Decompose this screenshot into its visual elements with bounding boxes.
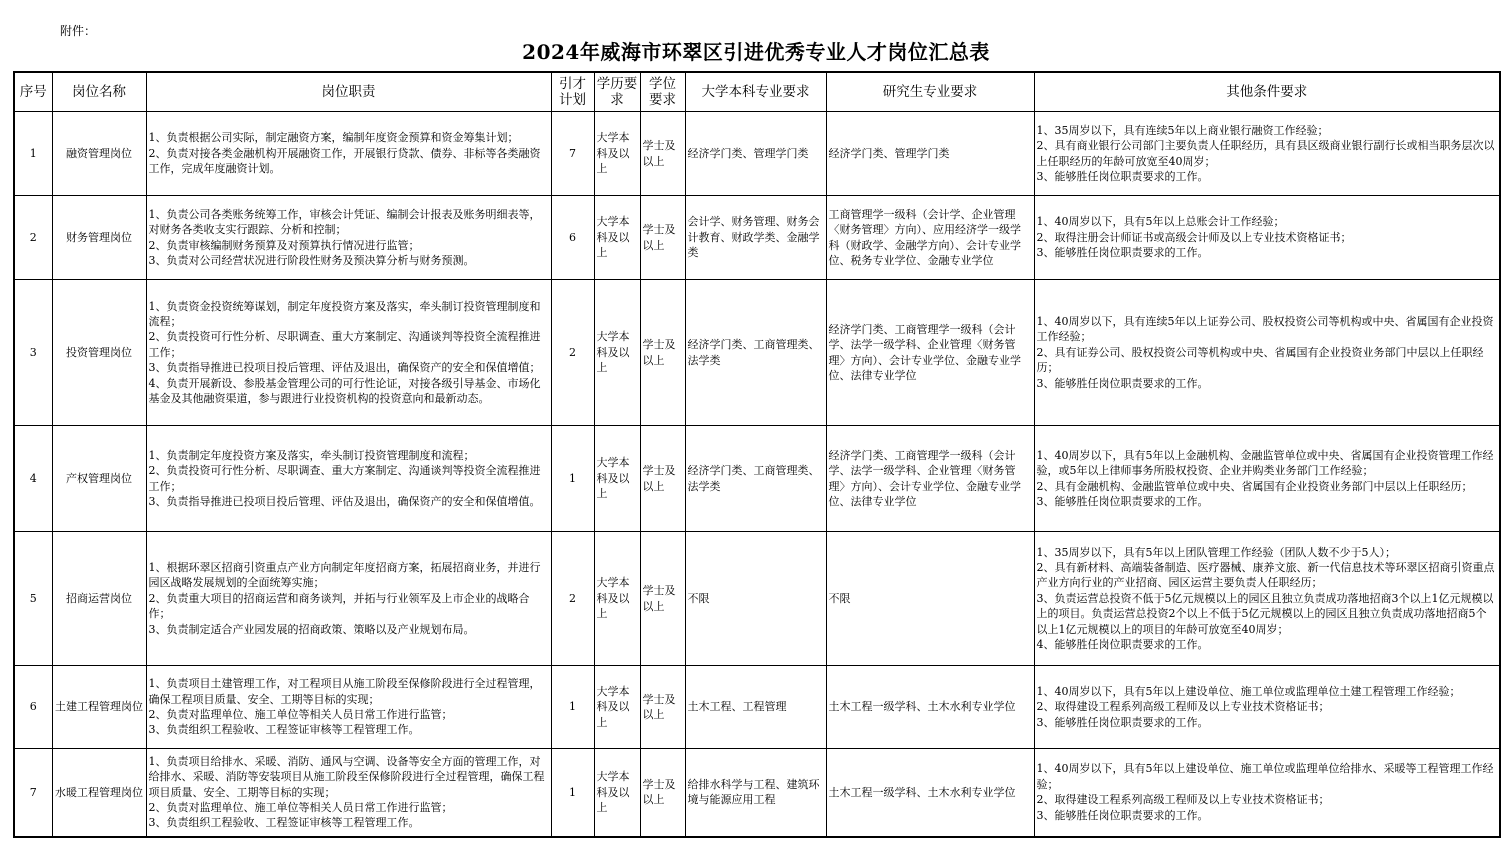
cell-position: 财务管理岗位 bbox=[52, 196, 146, 280]
cell-education: 大学本科及以上 bbox=[594, 532, 640, 666]
cell-duties: 1、负责公司各类账务统筹工作，审核会计凭证、编制会计报表及账务明细表等，对财务各类收支实行跟踪、分析和控制； 2、负责审核编制财务预算及对预算执行情况进行监管； 3、负责对公司经营状况进行阶段性财务及预决算分析与财务预测。 bbox=[146, 196, 551, 280]
table-row bbox=[14, 280, 1500, 426]
header-position: 岗位名称 bbox=[52, 72, 146, 112]
cell-education: 大学本科及以上 bbox=[594, 426, 640, 532]
cell-degree: 学士及以上 bbox=[640, 196, 685, 280]
cell-education: 大学本科及以上 bbox=[594, 196, 640, 280]
cell-grad-major: 经济学门类、管理学门类 bbox=[826, 112, 1034, 196]
cell-position: 招商运营岗位 bbox=[52, 532, 146, 666]
cell-other: 1、40周岁以下，具有5年以上总账会计工作经验； 2、取得注册会计师证书或高级会计师及以上专业技术资格证书； 3、能够胜任岗位职责要求的工作。 bbox=[1034, 196, 1500, 280]
cell-education: 大学本科及以上 bbox=[594, 112, 640, 196]
cell-other: 1、40周岁以下，具有连续5年以上证券公司、股权投资公司等机构或中央、省属国有企业投资工作经验； 2、具有证券公司、股权投资公司等机构或中央、省属国有企业投资业务部门中层以上任职经历； 3、能够胜任岗位职责要求的工作。 bbox=[1034, 280, 1500, 426]
cell-grad-major: 经济学门类、工商管理学一级科（会计学、法学一级学科、企业管理〈财务管理〉方向）、会计专业学位、金融专业学位、法律专业学位 bbox=[826, 426, 1034, 532]
cell-duties: 1、负责制定年度投资方案及落实，牵头制订投资管理制度和流程； 2、负责投资可行性分析、尽职调查、重大方案制定、沟通谈判等投资全流程推进工作； 3、负责指导推进已投项目投后管理、评估及退出，确保资产的安全和保值增值。 bbox=[146, 426, 551, 532]
cell-no: 6 bbox=[14, 666, 52, 749]
cell-degree: 学士及以上 bbox=[640, 280, 685, 426]
cell-undergrad-major: 土木工程、工程管理 bbox=[685, 666, 826, 749]
cell-grad-major: 土木工程一级学科、土木水利专业学位 bbox=[826, 666, 1034, 749]
cell-duties: 1、负责项目土建管理工作，对工程项目从施工阶段至保修阶段进行全过程管理，确保工程项目质量、安全、工期等目标的实现； 2、负责对监理单位、施工单位等相关人员日常工作进行监管； 3、负责组织工程验收、工程签证审核等工程管理工作。 bbox=[146, 666, 551, 749]
table-row bbox=[14, 666, 1500, 749]
header-undergrad-major: 大学本科专业要求 bbox=[685, 72, 826, 112]
cell-grad-major: 经济学门类、工商管理学一级科（会计学、法学一级学科、企业管理〈财务管理〉方向）、会计专业学位、金融专业学位、法律专业学位 bbox=[826, 280, 1034, 426]
cell-undergrad-major: 经济学门类、工商管理类、法学类 bbox=[685, 280, 826, 426]
cell-undergrad-major: 给排水科学与工程、建筑环境与能源应用工程 bbox=[685, 749, 826, 837]
cell-duties: 1、负责项目给排水、采暖、消防、通风与空调、设备等安全方面的管理工作，对给排水、采暖、消防等安装项目从施工阶段至保修阶段进行全过程管理，确保工程项目质量、安全、工期等目标的实现； 2、负责对监理单位、施工单位等相关人员日常工作进行监管； 3、负责组织工程验收、工程签证审核等工程管理工作。 bbox=[146, 749, 551, 837]
cell-degree: 学士及以上 bbox=[640, 426, 685, 532]
header-plan: 引才计划 bbox=[551, 72, 594, 112]
cell-undergrad-major: 不限 bbox=[685, 532, 826, 666]
table-row bbox=[14, 196, 1500, 280]
table-row bbox=[14, 749, 1500, 837]
cell-no: 1 bbox=[14, 112, 52, 196]
cell-no: 3 bbox=[14, 280, 52, 426]
header-duties: 岗位职责 bbox=[146, 72, 551, 112]
cell-undergrad-major: 会计学、财务管理、财务会计教育、财政学类、金融学类 bbox=[685, 196, 826, 280]
cell-other: 1、35周岁以下，具有5年以上团队管理工作经验（团队人数不少于5人）； 2、具有新材料、高端装备制造、医疗器械、康养文旅、新一代信息技术等环翠区招商引资重点产业方向行业的产业招商、园区运营主要负责人任职经历； 3、负责运营总投资不低于5亿元规模以上的园区且独立负责成功落地招商3个以上1亿元规模以上的项目。负责运营总投资2个以上不低于5亿元规模以上的园区且独立负责成功落地招商5个以上1亿元规模以上的项目的年龄可放宽至40周岁； 4、能够胜任岗位职责要求的工作。 bbox=[1034, 532, 1500, 666]
cell-position: 产权管理岗位 bbox=[52, 426, 146, 532]
cell-other: 1、40周岁以下，具有5年以上建设单位、施工单位或监理单位土建工程管理工作经验； 2、取得建设工程系列高级工程师及以上专业技术资格证书； 3、能够胜任岗位职责要求的工作。 bbox=[1034, 666, 1500, 749]
cell-duties: 1、负责资金投资统筹谋划，制定年度投资方案及落实，牵头制订投资管理制度和流程； 2、负责投资可行性分析、尽职调查、重大方案制定、沟通谈判等投资全流程推进工作； 3、负责指导推进已投项目投后管理、评估及退出，确保资产的安全和保值增值； 4、负责开展新设、参股基金管理公司的可行性论证，对接各级引导基金、市场化基金及其他融资渠道，参与跟进行业投资机构的投资意向和最新动态。 bbox=[146, 280, 551, 426]
positions-table bbox=[13, 71, 1501, 838]
cell-no: 5 bbox=[14, 532, 52, 666]
cell-grad-major: 不限 bbox=[826, 532, 1034, 666]
cell-undergrad-major: 经济学门类、工商管理类、法学类 bbox=[685, 426, 826, 532]
table-row bbox=[14, 426, 1500, 532]
header-other: 其他条件要求 bbox=[1034, 72, 1500, 112]
cell-education: 大学本科及以上 bbox=[594, 280, 640, 426]
header-grad-major: 研究生专业要求 bbox=[826, 72, 1034, 112]
cell-duties: 1、负责根据公司实际，制定融资方案，编制年度资金预算和资金筹集计划； 2、负责对接各类金融机构开展融资工作，开展银行贷款、债券、非标等各类融资工作，完成年度融资计划。 bbox=[146, 112, 551, 196]
cell-degree: 学士及以上 bbox=[640, 532, 685, 666]
table-row bbox=[14, 532, 1500, 666]
cell-plan: 2 bbox=[551, 280, 594, 426]
header-education: 学历要求 bbox=[594, 72, 640, 112]
cell-no: 4 bbox=[14, 426, 52, 532]
cell-plan: 1 bbox=[551, 666, 594, 749]
cell-no: 7 bbox=[14, 749, 52, 837]
page-title: 2024年威海市环翠区引进优秀专业人才岗位汇总表 bbox=[522, 40, 990, 64]
cell-grad-major: 工商管理学一级科（会计学、企业管理〈财务管理〉方向）、应用经济学一级学科（财政学、金融学方向）、会计专业学位、税务专业学位、金融专业学位 bbox=[826, 196, 1034, 280]
cell-position: 融资管理岗位 bbox=[52, 112, 146, 196]
header-no: 序号 bbox=[14, 72, 52, 112]
cell-plan: 2 bbox=[551, 532, 594, 666]
cell-grad-major: 土木工程一级学科、土木水利专业学位 bbox=[826, 749, 1034, 837]
header-degree: 学位要求 bbox=[640, 72, 685, 112]
cell-position: 投资管理岗位 bbox=[52, 280, 146, 426]
cell-degree: 学士及以上 bbox=[640, 749, 685, 837]
cell-duties: 1、根据环翠区招商引资重点产业方向制定年度招商方案，拓展招商业务，并进行园区战略发展规划的全面统筹实施； 2、负责重大项目的招商运营和商务谈判，并拓与行业领军及上市企业的战略合作； 3、负责制定适合产业园发展的招商政策、策略以及产业规划布局。 bbox=[146, 532, 551, 666]
cell-other: 1、40周岁以下，具有5年以上金融机构、金融监管单位或中央、省属国有企业投资管理工作经验，或5年以上律师事务所股权投资、企业并购类业务部门工作经验； 2、具有金融机构、金融监管单位或中央、省属国有企业投资业务部门中层以上任职经历； 3、能够胜任岗位职责要求的工作。 bbox=[1034, 426, 1500, 532]
cell-other: 1、35周岁以下，具有连续5年以上商业银行融资工作经验； 2、具有商业银行公司部门主要负责人任职经历，具有县区级商业银行副行长或相当职务层次以上任职经历的年龄可放宽至40周岁； 3、能够胜任岗位职责要求的工作。 bbox=[1034, 112, 1500, 196]
cell-plan: 1 bbox=[551, 749, 594, 837]
header-row bbox=[14, 72, 1500, 112]
cell-position: 水暖工程管理岗位 bbox=[52, 749, 146, 837]
cell-degree: 学士及以上 bbox=[640, 666, 685, 749]
attachment-label: 附件： bbox=[60, 24, 97, 38]
cell-degree: 学士及以上 bbox=[640, 112, 685, 196]
cell-plan: 1 bbox=[551, 426, 594, 532]
cell-undergrad-major: 经济学门类、管理学门类 bbox=[685, 112, 826, 196]
cell-plan: 7 bbox=[551, 112, 594, 196]
cell-plan: 6 bbox=[551, 196, 594, 280]
table-row bbox=[14, 112, 1500, 196]
cell-no: 2 bbox=[14, 196, 52, 280]
cell-education: 大学本科及以上 bbox=[594, 666, 640, 749]
cell-education: 大学本科及以上 bbox=[594, 749, 640, 837]
cell-other: 1、40周岁以下，具有5年以上建设单位、施工单位或监理单位给排水、采暖等工程管理工作经验； 2、取得建设工程系列高级工程师及以上专业技术资格证书； 3、能够胜任岗位职责要求的工作。 bbox=[1034, 749, 1500, 837]
cell-position: 土建工程管理岗位 bbox=[52, 666, 146, 749]
